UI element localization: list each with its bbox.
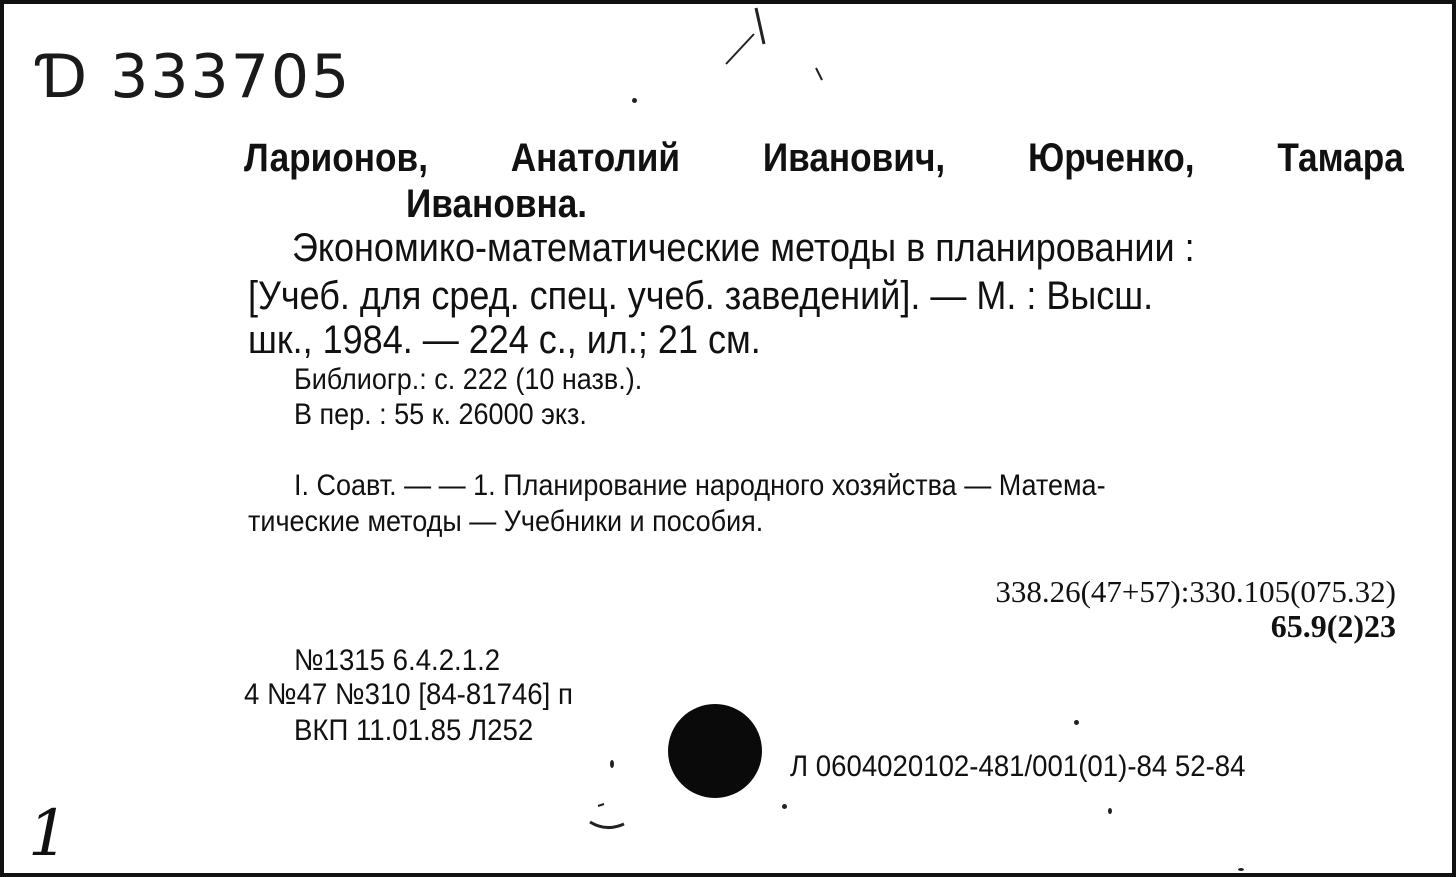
punch-hole <box>668 704 762 798</box>
bbk-index: 65.9(2)23 <box>1270 608 1396 644</box>
title-line: шк., 1984. — 224 с., ил.; 21 см. <box>248 318 761 362</box>
speck <box>610 760 614 768</box>
author-continuation: Ивановна. <box>406 182 588 226</box>
speck <box>1074 720 1079 725</box>
udc-index: 338.26(47+57):330.105(075.32) <box>995 574 1396 609</box>
author-word: Юрченко, <box>1027 136 1195 180</box>
bibliography-note: Библиогр.: с. 222 (10 назв.). <box>294 363 643 396</box>
subject-heading-line: тические методы — Учебники и пособия. <box>248 505 764 538</box>
author-word: Ларионов, <box>244 136 428 180</box>
speck <box>782 804 787 809</box>
pencil-mark <box>704 4 824 94</box>
author-line <box>244 132 1404 184</box>
technical-line: №1315 6.4.2.1.2 <box>294 644 501 677</box>
handwritten-mark: 1 <box>28 797 69 871</box>
title-line: Экономико-математические методы в планировании : <box>292 226 1195 270</box>
author-word: Тамара <box>1277 136 1404 180</box>
speck <box>1108 808 1112 814</box>
publisher-code: Л 0604020102-481/001(01)-84 52-84 <box>790 750 1246 783</box>
title-line: [Учеб. для сред. спец. учеб. заведений]. — М. : Высш. <box>248 274 1154 318</box>
subject-heading-line: I. Соавт. — — 1. Планирование народного хозяйства — Матема- <box>294 469 1106 502</box>
speck <box>1238 868 1244 871</box>
speck <box>632 98 637 103</box>
technical-line: ВКП 11.01.85 Л252 <box>294 714 534 747</box>
author-word: Иванович, <box>762 136 946 180</box>
author-word: Анатолий <box>510 136 681 180</box>
price-and-print-run: В пер. : 55 к. 26000 экз. <box>294 398 587 431</box>
smudge-mark <box>584 798 644 834</box>
handwritten-inventory-number: Ɗ 333705 <box>38 42 352 112</box>
technical-line: 4 №47 №310 [84-81746] п <box>244 678 573 711</box>
